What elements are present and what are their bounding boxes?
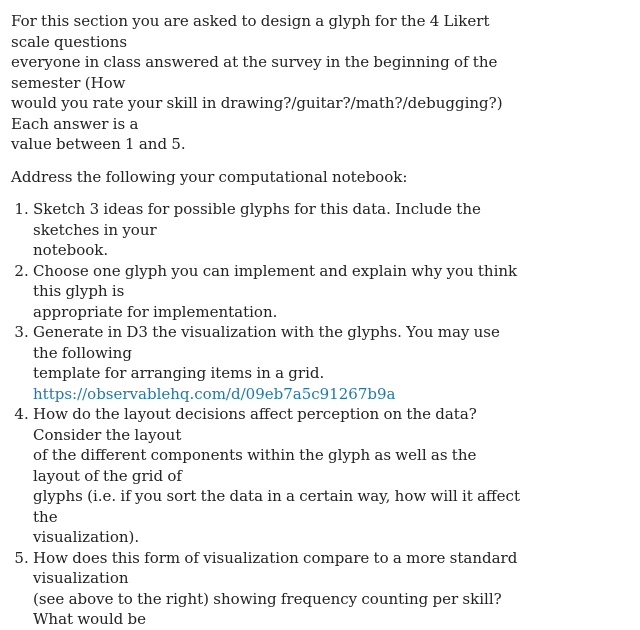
task-item-3 xyxy=(33,322,521,404)
task-line: visualization). xyxy=(33,528,140,546)
task-line: template for arranging items in a grid. xyxy=(33,364,325,382)
task-item-2 xyxy=(33,261,521,323)
task-item-5 xyxy=(33,548,521,630)
intro-line: would you rate your skill in drawing?/guitar?/math?/debugging?) Each answer is a xyxy=(11,94,503,133)
task-list xyxy=(11,199,521,630)
task-line: glyphs (i.e. if you sort the data in a certain way, how will it affect the xyxy=(33,487,520,526)
task-line: notebook. xyxy=(33,241,109,259)
intro-line: everyone in class answered at the survey in the beginning of the semester (How xyxy=(11,53,498,92)
intro-line: value between 1 and 5. xyxy=(11,135,186,153)
task-line: 3. Generate in D3 the visualization with the glyphs. You may use the following xyxy=(33,323,500,362)
task-item-4 xyxy=(33,404,521,548)
task-line: appropriate for implementation. xyxy=(33,302,278,321)
task-line: of the different components within the glyph as well as the layout of the grid of xyxy=(33,446,477,485)
intro-line: For this section you are asked to design a glyph for the 4 Likert scale questions xyxy=(11,12,490,51)
task-line: 2. Choose one glyph you can implement and explain why you think this glyph is xyxy=(33,261,518,300)
observable-template-link[interactable]: https://observablehq.com/d/09eb7a5c91267b9a xyxy=(33,384,396,403)
document-body xyxy=(11,11,521,630)
task-line: 5. How does this form of visualization compare to a more standard visualization xyxy=(33,548,518,587)
task-line: 4. How do the layout decisions affect perception on the data? Consider the layout xyxy=(33,405,477,444)
task-item-1 xyxy=(33,199,521,261)
address-paragraph: Address the following your computational notebook: xyxy=(11,167,408,186)
task-line: (see above to the right) showing frequency counting per skill? What would be xyxy=(33,589,502,628)
task-line: 1. Sketch 3 ideas for possible glyphs for this data. Include the sketches in your xyxy=(33,200,481,239)
intro-paragraph xyxy=(11,11,521,155)
